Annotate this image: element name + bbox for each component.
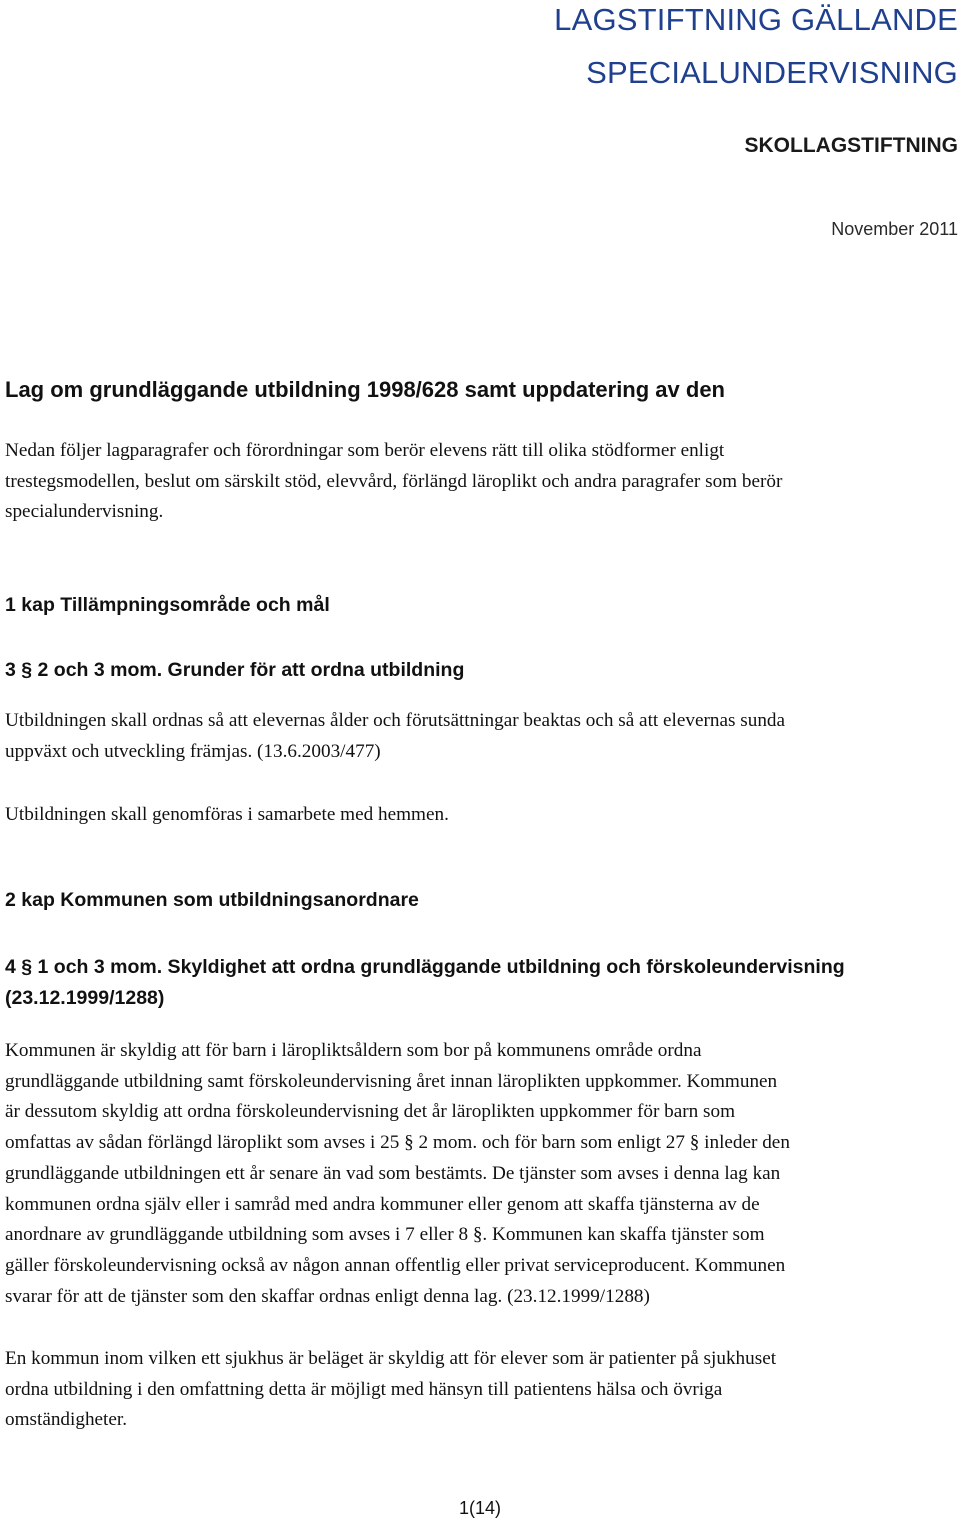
intro-line: Nedan följer lagparagrafer och förordningar som berör elevens rätt till olika stödformer enligt <box>5 440 725 461</box>
document-date: November 2011 <box>831 219 958 239</box>
document-title-line-1: LAGSTIFTNING GÄLLANDE <box>554 2 958 37</box>
paragraph-line: svarar för att de tjänster som den skaffar ordnas enligt denna lag. (23.12.1999/1288) <box>5 1285 650 1307</box>
paragraph-line: anordnare av grundläggande utbildning som avses i 7 eller 8 §. Kommunen kan skaffa tjänster som <box>5 1224 765 1246</box>
page-number: 1(14) <box>458 1498 502 1518</box>
paragraph-line: grundläggande utbildningen ett år senare än vad som bestämts. De tjänster som avses i denna lag kan <box>5 1162 781 1184</box>
document-subtitle: SKOLLAGSTIFTNING <box>744 134 958 157</box>
chapter-1-heading: 1 kap Tillämpningsområde och mål <box>5 594 330 616</box>
paragraph-line: uppväxt och utveckling främjas. (13.6.2003/477) <box>5 740 381 762</box>
section-heading-line: (23.12.1999/1288) <box>5 987 165 1009</box>
chapter-1-section-heading: 3 § 2 och 3 mom. Grunder för att ordna utbildning <box>5 659 465 681</box>
paragraph-line: omständigheter. <box>5 1409 128 1431</box>
chapter-2-section-heading <box>5 952 845 1014</box>
intro-line: trestegsmodellen, beslut om särskilt stöd, elevvård, förlängd läroplikt och andra paragrafer som berör <box>5 470 783 492</box>
chapter-1-paragraph-2 <box>5 800 953 831</box>
section-heading-line: 4 § 1 och 3 mom. Skyldighet att ordna grundläggande utbildning och förskoleundervisning <box>5 956 845 978</box>
paragraph-line: En kommun inom vilken ett sjukhus är beläget är skyldig att för elever som är patienter på sjukhuset <box>5 1348 777 1369</box>
paragraph-line: gäller förskoleundervisning också av någon annan offentlig eller privat serviceproducent. Kommunen <box>5 1254 786 1276</box>
intro-paragraph <box>5 436 953 528</box>
paragraph-line: omfattas av sådan förlängd läroplikt som avses i 25 § 2 mom. och för barn som enligt 27 § inleder den <box>5 1132 790 1154</box>
paragraph-line: ordna utbildning i den omfattning detta är möjligt med hänsyn till patientens hälsa och övriga <box>5 1378 723 1400</box>
document-title-line-2: SPECIALUNDERVISNING <box>586 55 958 90</box>
chapter-1-paragraph-1 <box>5 706 953 767</box>
intro-line: specialundervisning. <box>5 501 164 523</box>
paragraph-line: grundläggande utbildning samt förskoleundervisning året innan läroplikten uppkommer. Kommunen <box>5 1070 778 1092</box>
paragraph-line: är dessutom skyldig att ordna förskoleundervisning det år läroplikten uppkommer för barn som <box>5 1101 736 1123</box>
paragraph-line: kommunen ordna själv eller i samråd med andra kommuner eller genom att skaffa tjänsterna av de <box>5 1193 760 1215</box>
paragraph-line: Utbildningen skall ordnas så att elevernas ålder och förutsättningar beaktas och så att elevernas sunda <box>5 710 786 731</box>
law-heading: Lag om grundläggande utbildning 1998/628 samt uppdatering av den <box>5 377 725 402</box>
paragraph-line: Utbildningen skall genomföras i samarbete med hemmen. <box>5 804 449 825</box>
chapter-2-heading: 2 kap Kommunen som utbildningsanordnare <box>5 889 419 911</box>
chapter-2-paragraph-2 <box>5 1344 953 1436</box>
chapter-2-paragraph-1 <box>5 1036 953 1312</box>
paragraph-line: Kommunen är skyldig att för barn i läropliktsåldern som bor på kommunens område ordna <box>5 1040 702 1061</box>
